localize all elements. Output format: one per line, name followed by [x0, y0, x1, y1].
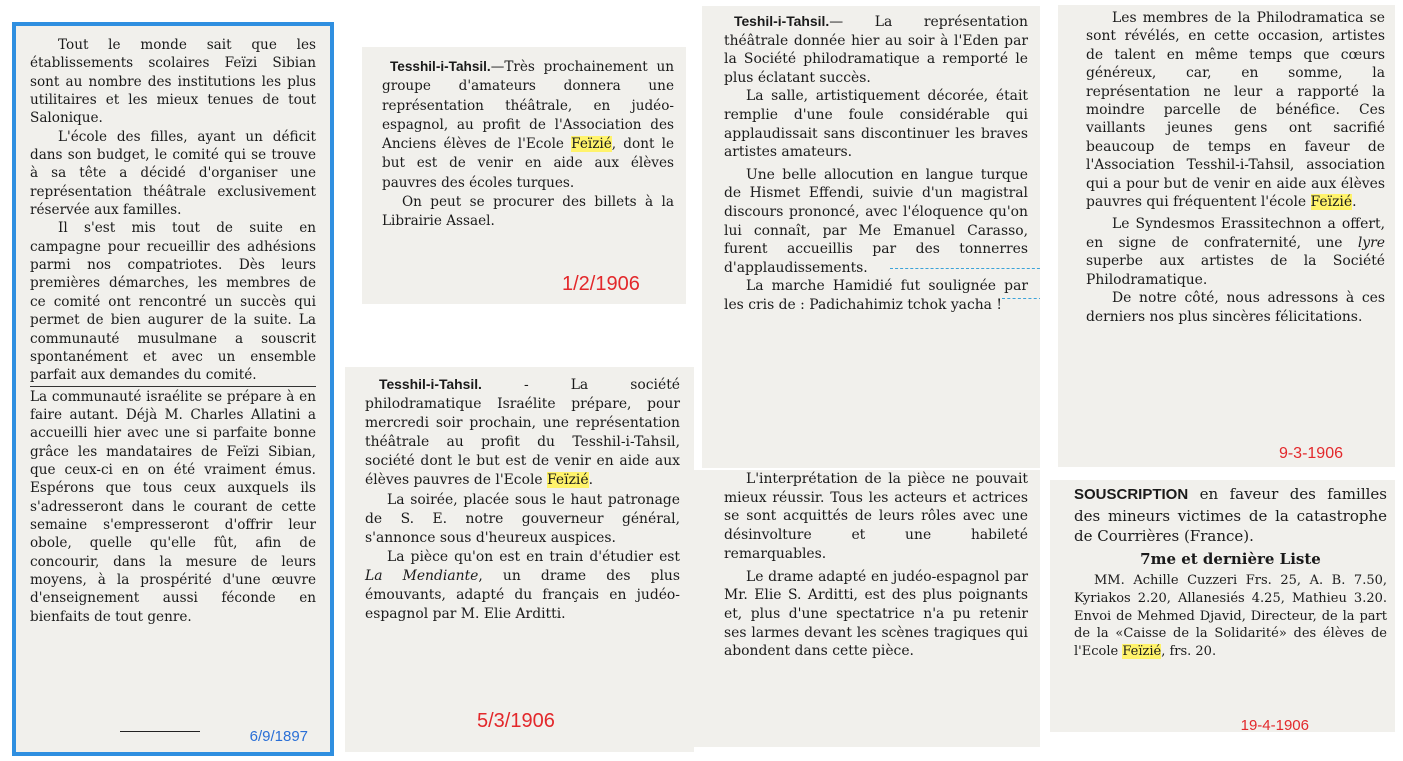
clipping-1897	[12, 22, 334, 756]
clip1-paragraph-3: Il s'est mis tout de suite en campagne pour recueillir des adhésions parmi nos compatriotes. Dès leurs premières démarches, les membres de ce comité ont rencontré un succès qui permet de bien augurer de la suite. La communauté musulmane a souscrit spontanément et avec un ensemble parfait aux demandes du comité.	[30, 220, 316, 384]
clip7-highlight: Feïzié	[1122, 643, 1162, 659]
clipping-1906-04-19	[1050, 480, 1395, 732]
clip6-highlight: Feïzié	[1310, 194, 1353, 211]
clip4-paragraph-1: Teshil-i-Tahsil.— La représentation théâtrale donnée hier au soir à l'Eden par la Société philodramatique a remporté le plus éclatant succès.	[724, 13, 1028, 86]
clip6-paragraph-2: Le Syndesmos Erassitechnon a offert, en signe de confraternité, une lyre superbe aux artistes de la Société Philodramatique.	[1086, 216, 1385, 288]
clip4-dashed-marker	[1002, 298, 1040, 299]
clip6-paragraph-3: De notre côté, nous adressons à ces derniers nos plus sincères félicitations.	[1086, 290, 1385, 325]
clip3-paragraph-2: La soirée, placée sous le haut patronage de S. E. notre gouverneur général, s'annonce sous d'heureux auspices.	[365, 491, 680, 546]
clip1-paragraph-4: La communauté israélite se prépare à en faire autant. Déjà M. Charles Allatini a accueilli hier avec une si parfaite bonne grâce les mandataires de Feïzi Sibian, que ceux-ci en on été vraiment émus. Espérons que tous ceux auxquels ils s'adresseront dans le courant de cette semaine s'empresseront d'offrir leur obole, quelle qu'elle fût, afin de concourir, dans la mesure de leurs moyens, à la prospérité d'une œuvre d'enseignement aussi féconde en bienfaits de tout genre.	[30, 388, 316, 625]
clip4-paragraph-4: La marche Hamidié fut soulignée par les cris de : Padichahimiz tchok yacha !	[724, 278, 1028, 313]
clipping-1906-02-01	[362, 47, 686, 304]
clip1-divider	[30, 386, 316, 387]
clip6-paragraph-1: Les membres de la Philodramatica se sont révélés, en cette occasion, artistes de talent en même temps que cœurs généreux, car, en somme, la représentation ne leur a rapporté la moindre parcelle de bénéfice. Ces vaillants jeunes gens ont sacrifié beaucoup de temps en faveur de l'Association Tesshil-i-Tahsil, association qui a pour but de venir en aide aux élèves pauvres qui fréquentent l'école Feïzié.	[1086, 10, 1385, 211]
clip2-paragraph-1: Tesshil-i-Tahsil.—Très prochainement un groupe d'amateurs donnera une représentation théâtrale, en judéo-espagnol, au profit de l'Association des Anciens élèves de l'Ecole Feïzié, dont le but est de venir en aide aux élèves pauvres des écoles turques.	[382, 59, 674, 191]
clip7-subheading: 7me et dernière Liste	[1140, 549, 1321, 568]
clip6-date: 9-3-1906	[1278, 445, 1343, 462]
clip1-end-rule	[120, 731, 200, 732]
clip2-date: 1/2/1906	[562, 273, 640, 295]
clip3-paragraph-1: Tesshil-i-Tahsil. - La société philodramatique Israélite prépare, pour mercredi soir prochain, une représentation théâtrale au profit du Tesshil-i-Tahsil, société dont le but est de venir en aide aux élèves pauvres de l'Ecole Feïzié.	[365, 376, 680, 489]
clip7-heading: SOUSCRIPTION	[1074, 486, 1189, 503]
clipping-1906-03-05	[345, 367, 694, 752]
clip4-paragraph-3: Une belle allocution en langue turque de Hismet Effendi, suivie d'un magistral discours prononcé, avec l'éloquence qu'on lui connaît, par Me Emanuel Carasso, furent accueillis par des tonnerres d'applaudissements.	[724, 166, 1028, 276]
clip2-heading: Tesshil-i-Tahsil.	[390, 59, 491, 74]
clipping-1906-03-09-part-3	[1058, 5, 1395, 467]
clip1-date: 6/9/1897	[249, 727, 308, 745]
clip4-heading: Teshil-i-Tahsil.	[734, 13, 830, 29]
clip7-paragraph-1: SOUSCRIPTION en faveur des familles des mineurs victimes de la catastrophe de Courrières (France).	[1074, 485, 1387, 546]
clip3-paragraph-3: La pièce qu'on est en train d'étudier est La Mendiante, un drame des plus émouvants, adapté du français en judéo-espagnol par M. Elie Arditti.	[365, 548, 680, 623]
clip5-paragraph-2: Le drame adapté en judéo-espagnol par Mr. Elie S. Arditti, est des plus poignants et, plus d'une spectatrice n'a pu retenir ses larmes devant les scènes tragiques qui abondent dans cette pièce.	[724, 568, 1028, 660]
clip4-dashed-marker	[890, 268, 1040, 269]
clip1-paragraph-1: Tout le monde sait que les établissements scolaires Feïzi Sibian sont au nombre des institutions les plus utilitaires et les mieux tenues de tout Salonique.	[30, 37, 316, 127]
clipping-1906-03-09-part-2	[694, 470, 1040, 747]
clip3-date: 5/3/1906	[477, 710, 555, 732]
clip2-paragraph-2: On peut se procurer des billets à la Librairie Assael.	[382, 194, 674, 230]
clip7-date: 19-4-1906	[1240, 717, 1309, 732]
clip4-paragraph-2: La salle, artistiquement décorée, était remplie d'une foule considérable qui applaudissait sans discontinuer les braves artistes amateurs.	[724, 88, 1028, 161]
clipping-1906-03-09-part-1	[702, 6, 1040, 468]
clip5-paragraph-1: L'interprétation de la pièce ne pouvait mieux réussir. Tous les acteurs et actrices se sont acquittés de leurs rôles avec une désinvolture et une habileté remarquables.	[724, 471, 1028, 562]
clip3-highlight: Feïzié	[547, 472, 589, 489]
clip1-paragraph-2: L'école des filles, ayant un déficit dans son budget, le comité qui se trouve à sa tête a décidé d'organiser une représentation théâtrale exclusivement réservée aux familles.	[30, 128, 316, 219]
clip2-highlight: Feïzié	[571, 136, 612, 153]
clip3-heading: Tesshil-i-Tahsil.	[379, 376, 482, 392]
clip7-paragraph-2: MM. Achille Cuzzeri Frs. 25, A. B. 7.50, Kyriakos 2.20, Allanesiés 4.25, Mathieu 3.20. Envoi de Mehmed Djavid, Directeur, de la part de la «Caisse de la Solidarité» des élèves de l'Ecole Feïzié, frs. 20.	[1074, 573, 1387, 659]
